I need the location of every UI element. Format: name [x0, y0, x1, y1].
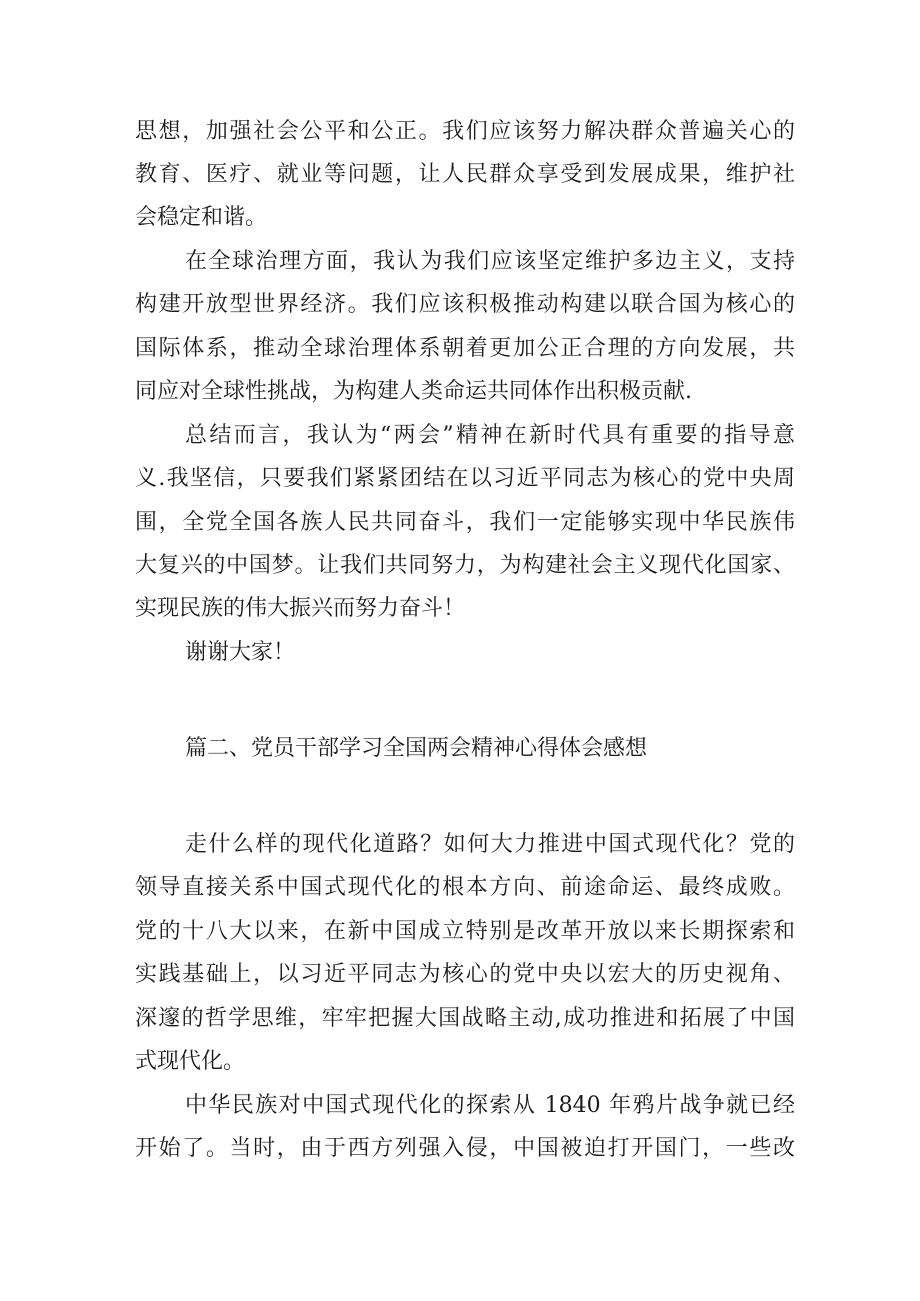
paragraph-2-line-3: 国际体系，推动全球治理体系朝着更加公正合理的方向发展，共 — [135, 336, 795, 361]
paragraph-3-line-4: 大复兴的中国梦。让我们共同努力，为构建社会主义现代化国家、 — [135, 553, 795, 578]
paragraph-5-line-5: 深邃的哲学思维，牢牢把握大国战略主动,成功推进和拓展了中国 — [135, 1006, 795, 1031]
paragraph-2-line-1: 在全球治理方面，我认为我们应该坚定维护多边主义，支持 — [185, 249, 795, 274]
paragraph-5-line-1: 走什么样的现代化道路？如何大力推进中国式现代化？党的 — [185, 832, 795, 857]
paragraph-1-line-2: 教育、医疗、就业等问题，让人民群众享受到发展成果，维护社 — [135, 162, 795, 187]
paragraph-3-line-1: 总结而言，我认为“两会”精神在新时代具有重要的指导意 — [185, 423, 795, 448]
paragraph-5-line-2: 领导直接关系中国式现代化的根本方向、前途命运、最终成败。 — [135, 875, 795, 900]
paragraph-2-line-4: 同应对全球性挑战，为构建人类命运共同体作出积极贡献. — [135, 379, 692, 404]
paragraph-1-line-3: 会稳定和谐。 — [135, 205, 268, 230]
paragraph-1-line-1: 思想，加强社会公平和公正。我们应该努力解决群众普遍关心的 — [135, 119, 795, 144]
section-heading: 篇二、党员干部学习全国两会精神心得体会感想 — [185, 736, 648, 761]
paragraph-5-line-6: 式现代化。 — [135, 1049, 246, 1074]
paragraph-3-line-2: 义.我坚信，只要我们紧紧团结在以习近平同志为核心的党中央周 — [135, 466, 795, 491]
paragraph-3-line-3: 围，全党全国各族人民共同奋斗，我们一定能够实现中华民族伟 — [135, 510, 795, 535]
paragraph-6-line-2: 开始了。当时，由于西方列强入侵，中国被迫打开国门，一些改 — [135, 1136, 795, 1161]
paragraph-3-line-5: 实现民族的伟大振兴而努力奋斗！ — [135, 596, 466, 621]
paragraph-4-line-1: 谢谢大家！ — [185, 640, 296, 665]
paragraph-5-line-3: 党的十八大以来，在新中国成立特别是改革开放以来长期探索和 — [135, 919, 795, 944]
paragraph-5-line-4: 实践基础上，以习近平同志为核心的党中央以宏大的历史视角、 — [135, 962, 795, 987]
paragraph-2-line-2: 构建开放型世界经济。我们应该积极推动构建以联合国为核心的 — [135, 292, 795, 317]
paragraph-6-line-1: 中华民族对中国式现代化的探索从 1840 年鸦片战争就已经 — [185, 1093, 795, 1118]
